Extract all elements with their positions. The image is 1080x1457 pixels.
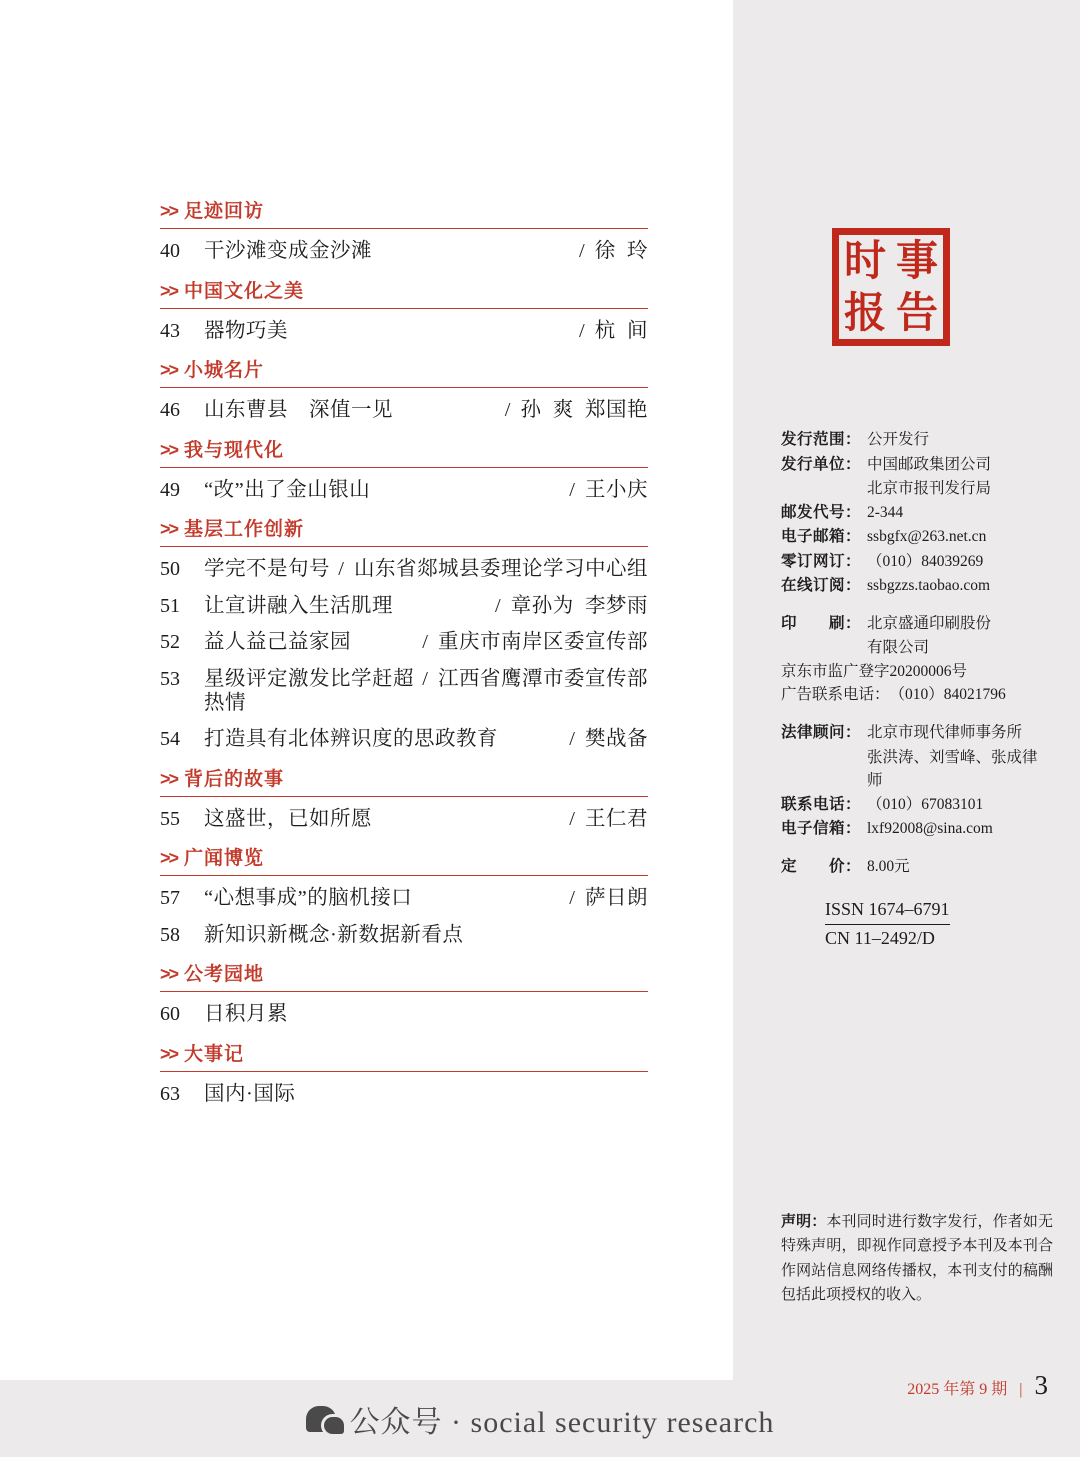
issn-block <box>825 896 1051 952</box>
colophon-key: 印 刷： <box>781 614 862 632</box>
colophon-key: 发行单位： <box>781 455 862 473</box>
seal-char-3: 报 <box>843 289 886 336</box>
colophon-row <box>781 428 1051 452</box>
colophon-key: 发行范围： <box>781 431 862 448</box>
issn-number: ISSN 1674–6791 <box>825 896 950 925</box>
toc-entry-author: 重庆市南岸区委宣传部 <box>438 631 648 654</box>
toc-entry-title: “改”出了金山银山 <box>204 478 371 501</box>
ad-phone-row <box>781 683 1051 707</box>
colophon-key: 电子信箱： <box>781 820 862 838</box>
toc-entry-separator: / <box>569 887 575 910</box>
toc-section-rule <box>160 796 648 797</box>
toc-entry[interactable] <box>160 721 648 758</box>
toc-entry-page: 51 <box>160 594 180 617</box>
toc-section-rule <box>160 875 648 876</box>
colophon-key: 联系电话： <box>781 795 862 813</box>
colophon-key: 在线订阅： <box>781 577 862 595</box>
toc-entry-title: “心想事成”的脑机接口 <box>204 887 413 910</box>
toc-entry-page: 52 <box>160 631 180 654</box>
toc-entry-author: 萨日朗 <box>585 887 648 910</box>
page-number: 3 <box>1034 1370 1048 1400</box>
toc-entry-title: 新知识新概念·新数据新看点 <box>204 923 464 946</box>
colophon-row <box>781 525 1051 549</box>
colophon-value: 2-344 <box>867 503 904 521</box>
toc-entry[interactable] <box>160 661 648 721</box>
toc-section-rule <box>160 1071 648 1072</box>
issue-label: 2025 年第 9 期 <box>907 1381 1008 1398</box>
wechat-label: 公众号 · social security research <box>349 1406 775 1439</box>
spacer <box>781 599 1051 612</box>
toc-entry-separator: / <box>504 399 511 422</box>
colophon-value: （010）67083101 <box>867 795 984 813</box>
toc-entry-page: 40 <box>160 240 180 262</box>
ad-phone-value: （010）84021796 <box>889 686 1006 704</box>
chevron-right-icon: >> <box>160 964 178 985</box>
toc-entry-author: 王小庆 <box>585 478 648 501</box>
colophon-value: （010）84039269 <box>867 552 984 570</box>
seal-char-2: 事 <box>895 237 938 284</box>
toc-entry[interactable] <box>160 996 648 1033</box>
toc-section <box>160 843 648 953</box>
price-key: 定 价： <box>781 857 862 875</box>
toc-entry-page: 55 <box>160 807 180 830</box>
toc-entry-author: 章孙为 李梦雨 <box>510 594 648 617</box>
publisher-statement <box>781 1210 1053 1307</box>
toc-section-rule <box>160 228 648 229</box>
colophon-row <box>781 453 1051 477</box>
toc-entry-separator: / <box>569 478 575 501</box>
colophon-value: lxf92008@sina.com <box>867 820 993 838</box>
table-of-contents <box>160 190 648 1112</box>
toc-section-title: 我与现代化 <box>184 439 285 461</box>
toc-section <box>160 764 648 838</box>
toc-entry-separator: / <box>422 667 428 690</box>
toc-entry-title: 这盛世，已如所愿 <box>204 807 372 830</box>
price-value: 8.00元 <box>867 857 910 875</box>
chevron-right-icon: >> <box>160 768 178 789</box>
colophon-value: 中国邮政集团公司 <box>867 455 992 473</box>
toc-section-title: 基层工作创新 <box>184 519 305 541</box>
colophon-key: 法律顾问： <box>781 724 862 742</box>
folio-divider: | <box>1019 1381 1023 1398</box>
toc-entry[interactable] <box>160 313 648 350</box>
colophon-continuation: 张洪涛、刘雪峰、张成律师 <box>867 748 1038 790</box>
toc-entry[interactable] <box>160 588 648 625</box>
seal-char-4: 告 <box>895 289 938 336</box>
toc-entry[interactable] <box>160 551 648 588</box>
toc-section-title: 背后的故事 <box>184 768 285 790</box>
statement-label: 声明： <box>781 1214 827 1230</box>
toc-entry-title: 山东曹县 深值一见 <box>204 399 393 422</box>
toc-section-heading <box>160 435 648 467</box>
chevron-right-icon: >> <box>160 201 178 221</box>
toc-section <box>160 959 648 1033</box>
toc-entry-title: 国内·国际 <box>204 1082 296 1105</box>
toc-entry-separator: / <box>495 594 501 617</box>
toc-entry-author: 徐 玲 <box>594 240 648 262</box>
colophon-value: ssbgfx@263.net.cn <box>867 528 987 546</box>
licence-number: 京东市监广登字20200006号 <box>781 662 968 680</box>
toc-section-rule <box>160 546 648 547</box>
toc-section-heading <box>160 1039 648 1071</box>
colophon-row <box>781 855 1051 879</box>
colophon-row <box>781 612 1051 636</box>
toc-entry-title: 益人益己益家园 <box>204 631 351 654</box>
toc-section <box>160 276 648 350</box>
colophon-continuation: 有限公司 <box>867 639 930 657</box>
toc-entry-page: 60 <box>160 1003 180 1026</box>
toc-section-rule <box>160 991 648 992</box>
toc-section <box>160 514 648 757</box>
toc-entry-author: 孙 爽 郑国艳 <box>520 399 648 422</box>
colophon-continuation: 北京市报刊发行局 <box>867 480 992 498</box>
magazine-seal-logo <box>832 228 950 346</box>
colophon-value: 公开发行 <box>867 431 930 448</box>
toc-entry-separator: / <box>422 631 428 654</box>
toc-entry[interactable] <box>160 1076 648 1113</box>
toc-entry-title: 器物巧美 <box>204 319 288 342</box>
toc-section-heading <box>160 843 648 875</box>
toc-section-title: 大事记 <box>184 1043 245 1065</box>
toc-entry[interactable] <box>160 801 648 838</box>
toc-entry[interactable] <box>160 392 648 429</box>
toc-entry-page: 53 <box>160 667 180 690</box>
toc-entry-page: 43 <box>160 319 180 342</box>
colophon-value: 北京市现代律师事务所 <box>867 724 1023 742</box>
colophon-key: 零订网订： <box>781 552 862 570</box>
toc-section <box>160 196 648 270</box>
toc-entry[interactable] <box>160 880 648 917</box>
toc-section <box>160 435 648 509</box>
colophon-block <box>781 428 1051 952</box>
chevron-right-icon: >> <box>160 360 178 381</box>
spacer <box>781 842 1051 855</box>
chevron-right-icon: >> <box>160 519 178 540</box>
toc-entry-separator: / <box>338 558 344 581</box>
toc-entry-page: 50 <box>160 558 180 581</box>
toc-entry-page: 58 <box>160 923 180 946</box>
toc-entry[interactable] <box>160 624 648 661</box>
colophon-key: 电子邮箱： <box>781 528 862 546</box>
toc-section-heading <box>160 514 648 546</box>
toc-entry[interactable] <box>160 472 648 509</box>
cn-number: CN 11–2492/D <box>825 928 935 949</box>
toc-entry-title: 干沙滩变成金沙滩 <box>204 240 372 262</box>
toc-section-heading <box>160 196 648 228</box>
toc-entry-separator: / <box>569 728 575 751</box>
toc-entry-separator: / <box>569 807 575 830</box>
toc-section <box>160 1039 648 1113</box>
toc-entry-page: 54 <box>160 728 180 751</box>
toc-section-rule <box>160 387 648 388</box>
spacer <box>781 708 1051 721</box>
ad-phone-key: 广告联系电话： <box>781 686 890 704</box>
toc-entry-author: 樊战备 <box>585 728 648 751</box>
toc-section <box>160 355 648 429</box>
toc-section-rule <box>160 308 648 309</box>
toc-section-heading <box>160 764 648 796</box>
statement-text: 本刊同时进行数字发行，作者如无特殊声明，即视作同意授予本刊及本刊合作网站信息网络传播权，本刊支付的稿酬包括此项授权的收入。 <box>781 1214 1053 1303</box>
chevron-right-icon: >> <box>160 439 178 460</box>
toc-entry-separator: / <box>579 240 585 262</box>
colophon-row <box>781 721 1051 745</box>
toc-entry-title: 打造具有北体辨识度的思政教育 <box>204 728 498 751</box>
seal-char-1: 时 <box>843 237 886 284</box>
colophon-row <box>781 550 1051 574</box>
toc-section-title: 中国文化之美 <box>184 280 305 302</box>
toc-entry[interactable] <box>160 233 648 270</box>
toc-section-title: 公考园地 <box>184 964 265 986</box>
toc-entry-title: 星级评定激发比学赶超热情 <box>204 667 414 714</box>
colophon-value: ssbgzzs.taobao.com <box>867 577 991 595</box>
toc-entry-page: 63 <box>160 1082 180 1105</box>
wechat-icon <box>306 1406 336 1432</box>
toc-entry-author: 江西省鹰潭市委宣传部 <box>438 667 648 690</box>
colophon-row <box>781 501 1051 525</box>
wechat-banner <box>0 1384 1080 1454</box>
toc-entry-title: 学完不是句号 <box>204 558 330 581</box>
colophon-row <box>781 817 1051 841</box>
toc-entry-page: 57 <box>160 887 180 910</box>
toc-entry-separator: / <box>579 319 585 342</box>
toc-section-heading <box>160 276 648 308</box>
toc-entry-page: 49 <box>160 478 180 501</box>
colophon-row <box>781 793 1051 817</box>
toc-entry-page: 46 <box>160 399 180 422</box>
toc-section-heading <box>160 959 648 991</box>
colophon-row <box>781 574 1051 598</box>
toc-section-title: 小城名片 <box>184 360 265 382</box>
toc-entry[interactable] <box>160 917 648 954</box>
chevron-right-icon: >> <box>160 280 178 301</box>
toc-entry-author: 王仁君 <box>585 807 648 830</box>
chevron-right-icon: >> <box>160 848 178 869</box>
toc-section-title: 广闻博览 <box>184 848 265 870</box>
toc-section-rule <box>160 467 648 468</box>
toc-entry-author: 山东省郯城县委理论学习中心组 <box>354 558 648 581</box>
toc-section-title: 足迹回访 <box>184 201 265 222</box>
colophon-key: 邮发代号： <box>781 503 862 521</box>
toc-section-heading <box>160 355 648 387</box>
toc-entry-title: 日积月累 <box>204 1003 288 1026</box>
colophon-value: 北京盛通印刷股份 <box>867 614 992 632</box>
chevron-right-icon: >> <box>160 1043 178 1064</box>
toc-entry-title: 让宣讲融入生活肌理 <box>204 594 393 617</box>
toc-entry-author: 杭 间 <box>594 319 648 342</box>
